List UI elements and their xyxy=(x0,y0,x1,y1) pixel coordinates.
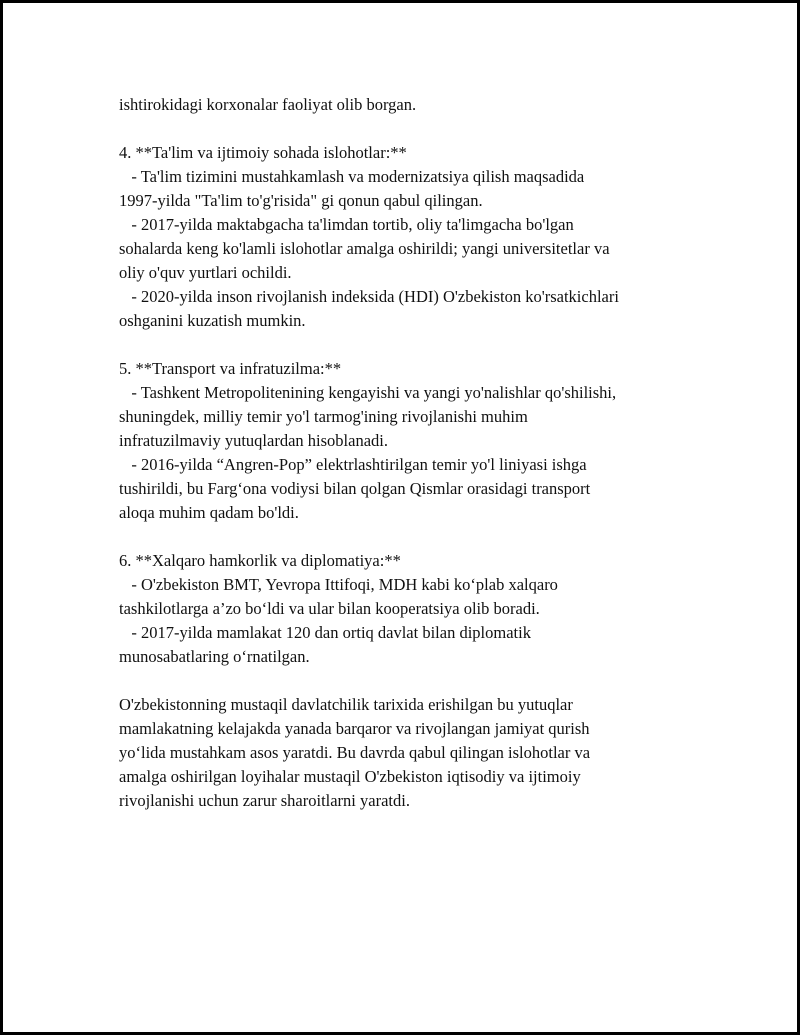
section-5-line: tushirildi, bu Farg‘ona vodiysi bilan qolgan Qismlar orasidagi transport xyxy=(119,479,591,498)
paragraph-gap xyxy=(119,333,689,357)
section-5-line: - 2016-yilda “Angren-Pop” elektrlashtirilgan temir yo'l liniyasi ishga xyxy=(119,455,587,474)
conclusion-line: amalga oshirilgan loyihalar mustaqil O'zbekiston iqtisodiy va ijtimoiy xyxy=(119,767,581,786)
conclusion-line: rivojlanishi uchun zarur sharoitlarni yaratdi. xyxy=(119,791,410,810)
section-5-line: infratuzilmaviy yutuqlardan hisoblanadi. xyxy=(119,431,388,450)
section-6-heading: 6. **Xalqaro hamkorlik va diplomatiya:** xyxy=(119,551,401,570)
section-4-line: sohalarda keng ko'lamli islohotlar amalga oshirildi; yangi universitetlar va xyxy=(119,239,610,258)
section-5-line: shuningdek, milliy temir yo'l tarmog'ining rivojlanishi muhim xyxy=(119,407,528,426)
section-6-line: munosabatlaring o‘rnatilgan. xyxy=(119,647,310,666)
section-6-line: - 2017-yilda mamlakat 120 dan ortiq davlat bilan diplomatik xyxy=(119,623,531,642)
section-4-line: oliy o'quv yurtlari ochildi. xyxy=(119,263,292,282)
section-4-line: - Ta'lim tizimini mustahkamlash va modernizatsiya qilish maqsadida xyxy=(119,167,585,186)
section-4-line: - 2017-yilda maktabgacha ta'limdan tortib, oliy ta'limgacha bo'lgan xyxy=(119,215,574,234)
paragraph-gap xyxy=(119,117,689,141)
section-5-heading: 5. **Transport va infratuzilma:** xyxy=(119,359,342,378)
section-5-line: - Tashkent Metropolitenining kengayishi va yangi yo'nalishlar qo'shilishi, xyxy=(119,383,617,402)
intro-tail-text: ishtirokidagi korxonalar faoliyat olib borgan. xyxy=(119,95,417,114)
conclusion-line: yo‘lida mustahkam asos yaratdi. Bu davrda qabul qilingan islohotlar va xyxy=(119,743,591,762)
section-6-line: - O'zbekiston BMT, Yevropa Ittifoqi, MDH kabi ko‘plab xalqaro xyxy=(119,575,558,594)
section-4-line: 1997-yilda "Ta'lim to'g'risida" gi qonun qabul qilingan. xyxy=(119,191,483,210)
conclusion-line: O'zbekistonning mustaqil davlatchilik tarixida erishilgan bu yutuqlar xyxy=(119,695,573,714)
document-body xyxy=(119,93,689,813)
section-5-line: aloqa muhim qadam bo'ldi. xyxy=(119,503,299,522)
section-4-line: oshganini kuzatish mumkin. xyxy=(119,311,306,330)
section-4-heading: 4. **Ta'lim va ijtimoiy sohada islohotlar:** xyxy=(119,143,407,162)
paragraph-gap xyxy=(119,669,689,693)
paragraph-gap xyxy=(119,525,689,549)
section-4-line: - 2020-yilda inson rivojlanish indeksida (HDI) O'zbekiston ko'rsatkichlari xyxy=(119,287,619,306)
section-6-line: tashkilotlarga a’zo bo‘ldi va ular bilan kooperatsiya olib boradi. xyxy=(119,599,540,618)
conclusion-line: mamlakatning kelajakda yanada barqaror va rivojlangan jamiyat qurish xyxy=(119,719,590,738)
